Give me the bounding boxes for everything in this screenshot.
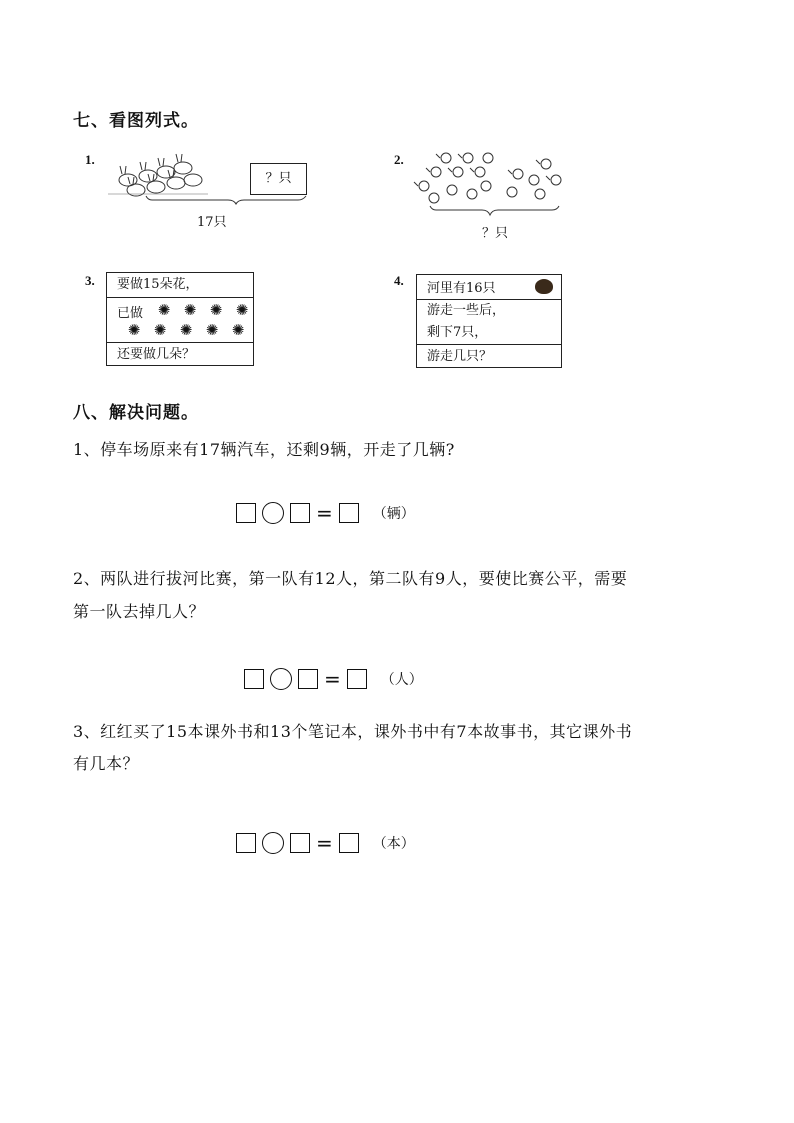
duck-icon [535,279,553,294]
problem-3-line-1: 要做15朵花， [117,277,199,292]
question-2-line-1: 2、两队进行拔河比赛，第一队有12人，第二队有9人，要使比赛公平，需要 [73,569,628,588]
unit-label: （人） [380,672,423,688]
unit-label: （本） [372,836,415,852]
flower-icon: ✺ [205,321,219,339]
problem-4-number: 4. [394,273,404,288]
answer-square[interactable] [290,833,310,853]
section-7-title: 七、看图列式。 [73,111,199,131]
operator-circle[interactable] [262,832,284,854]
flower-icon: ✺ [209,301,223,319]
problem-4-line-2: 游走一些后， [427,303,506,318]
flower-icon: ✺ [127,321,141,339]
flower-icon: ✺ [157,301,171,319]
answer-square[interactable] [298,669,318,689]
question-1-equation [236,502,415,524]
equals-sign: = [316,831,333,855]
problem-1-brace-label: 17只 [197,215,227,230]
flower-icon: ✺ [235,301,249,319]
question-3-line-1: 3、红红买了15本课外书和13个笔记本，课外书中有7本故事书，其它课外书 [73,722,633,741]
answer-square[interactable] [347,669,367,689]
question-3-line-2: 有几本？ [73,754,140,773]
flower-icon: ✺ [153,321,167,339]
problem-2-brace-label: ？只 [482,226,509,241]
problem-3-line-3: 还要做几朵？ [107,342,253,366]
question-2-line-2: 第一队去掉几人？ [73,602,206,621]
question-2-equation [244,668,423,690]
problem-4-box [416,274,562,368]
answer-square[interactable] [236,833,256,853]
problem-4-line-3: 剩下7只， [427,325,488,340]
answer-square[interactable] [244,669,264,689]
problem-3-line-2: 已做 [117,306,144,321]
problem-3-flowers-row [107,297,253,342]
section-8-title: 八、解决问题。 [73,403,199,423]
problem-3-number: 3. [85,273,95,288]
problem-1-number: 1. [85,152,95,167]
question-1-text: 1、停车场原来有17辆汽车，还剩9辆，开走了几辆? [73,440,455,459]
equals-sign: = [316,501,333,525]
question-3-equation [236,832,415,854]
unit-label: （辆） [372,506,415,522]
answer-square[interactable] [290,503,310,523]
operator-circle[interactable] [270,668,292,690]
problem-4-line-1: 河里有16只 [427,281,496,296]
flower-icon: ✺ [183,301,197,319]
problem-1-answer-box: ？只 [250,163,307,195]
operator-circle[interactable] [262,502,284,524]
answer-square[interactable] [236,503,256,523]
flower-icon: ✺ [179,321,193,339]
problem-3-box [106,272,254,366]
answer-square[interactable] [339,503,359,523]
problem-2-number: 2. [394,152,404,167]
birds-illustration [412,150,572,220]
equals-sign: = [324,667,341,691]
problem-4-line-4: 游走几只？ [417,344,561,368]
answer-square[interactable] [339,833,359,853]
flower-icon: ✺ [231,321,245,339]
